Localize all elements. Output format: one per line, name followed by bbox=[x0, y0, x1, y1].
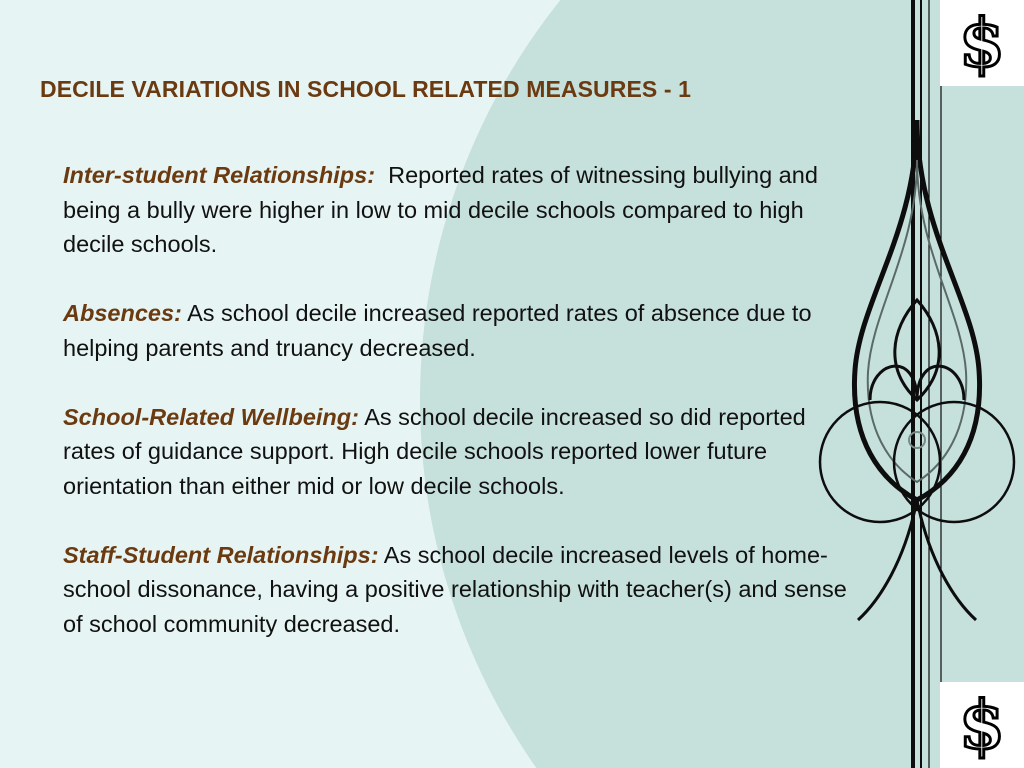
paragraph-heading: School-Related Wellbeing: bbox=[63, 403, 359, 430]
paragraph-text: As school decile increased so did reported rates of guidance support. High decile schools reported lower future orientation than either mid or low decile schools. bbox=[63, 403, 806, 499]
paragraph-text: As school decile increased reported rates of absence due to helping parents and truancy decreased. bbox=[63, 300, 812, 361]
paragraph-heading: Absences: bbox=[63, 300, 182, 326]
dollar-badge-top bbox=[940, 0, 1024, 86]
dollar-sign-icon: $ bbox=[959, 4, 1005, 82]
slide-title: DECILE VARIATIONS IN SCHOOL RELATED MEASURES - 1 bbox=[40, 76, 691, 102]
paragraph-text: As school decile increased levels of home-school dissonance, having a positive relationship with teacher(s) and sense of school community decreased. bbox=[63, 541, 847, 637]
paragraph-staff-student bbox=[63, 538, 853, 642]
paragraph-inter-student bbox=[63, 158, 853, 262]
paragraph-text: Reported rates of witnessing bullying and being a bully were higher in low to mid decile schools compared to high decile schools. bbox=[63, 162, 818, 257]
slide-body bbox=[63, 158, 853, 676]
dollar-sign-icon: $ bbox=[959, 686, 1005, 764]
paragraph-heading: Staff-Student Relationships: bbox=[63, 541, 379, 568]
dollar-badge-bottom bbox=[940, 682, 1024, 768]
paragraph-absences bbox=[63, 296, 853, 365]
paragraph-heading: Inter-student Relationships: bbox=[63, 162, 376, 188]
paragraph-school-wellbeing bbox=[63, 400, 853, 504]
